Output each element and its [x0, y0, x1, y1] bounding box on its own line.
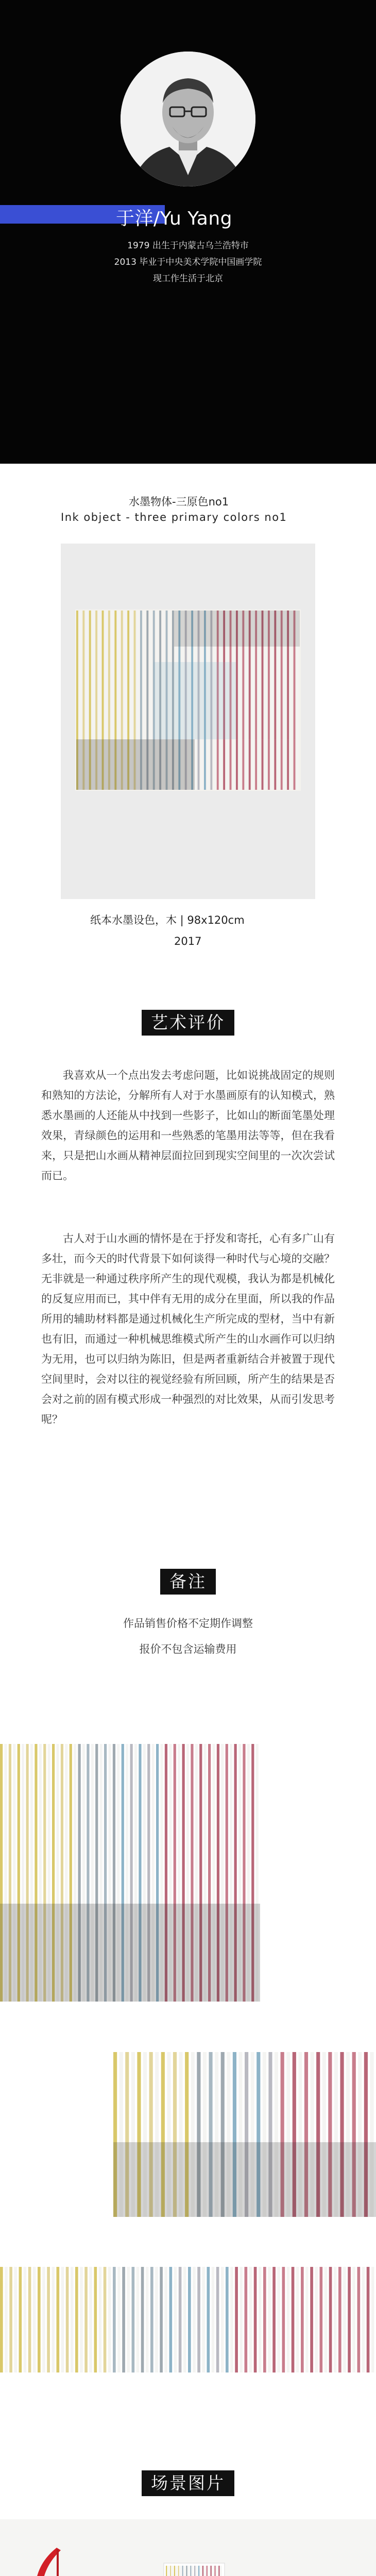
artwork-painting — [61, 544, 315, 899]
notes-title-text: 备注 — [160, 1569, 216, 1595]
scene-artwork — [164, 2563, 225, 2576]
review-title-text: 艺术评价 — [142, 1010, 234, 1036]
scene-photo — [0, 2519, 376, 2576]
artist-name: 于洋/Yu Yang — [116, 208, 233, 229]
artwork-medium-size: 纸本水墨设色，木 | 98x120cm — [90, 914, 245, 926]
section-title-review — [0, 1010, 376, 1036]
artist-portrait-image — [121, 52, 255, 187]
artwork-title-en: Ink object - three primary colors no1 — [61, 511, 287, 523]
portrait-illustration — [121, 52, 255, 187]
detail-2-stripes — [113, 2052, 376, 2217]
note-shipping: 报价不包含运输费用 — [139, 1643, 237, 1655]
detail-image-2 — [113, 2052, 376, 2217]
review-paragraph-1: 我喜欢从一个点出发去考虑问题，比如说挑战固定的规则和熟知的方法论，分解所有人对于水墨画原有的认知模式，熟悉水墨画的人还能从中找到一些影子，比如山的断面笔墨处理效果，青绿颜色的运用和一些熟悉的笔墨用法等等，但在我看来，只是把山水画从精神层面拉回到现实空间里的一次次尝试而已。 — [41, 1069, 335, 1182]
section-title-notes — [0, 1569, 376, 1595]
section-title-scene — [0, 2470, 376, 2496]
bio-line-residence: 现工作生活于北京 — [153, 274, 223, 284]
bio-line-education: 2013 毕业于中央美术学院中国画学院 — [114, 257, 262, 267]
note-price-adjust: 作品销售价格不定期作调整 — [123, 1617, 253, 1630]
scene-illustration — [0, 2519, 376, 2576]
artwork-year: 2017 — [174, 935, 202, 947]
detail-3-stripes — [0, 2267, 376, 2372]
detail-1-stripes — [0, 1744, 260, 2002]
artwork-photo — [61, 544, 315, 899]
detail-image-1 — [0, 1744, 260, 2002]
scene-title-text: 场景图片 — [142, 2470, 234, 2496]
detail-image-3 — [0, 2267, 376, 2372]
artwork-title-cn: 水墨物体-三原色no1 — [129, 496, 229, 508]
bio-line-birth: 1979 出生于内蒙古乌兰浩特市 — [127, 241, 249, 251]
review-paragraph-2: 古人对于山水画的情怀是在于抒发和寄托，心有多广山有多壮，而今天的时代背景下如何谈得一种时代与心境的交融？无非就是一种通过秩序所产生的现代观模，我认为都是机械化的反复应用而已，其中伴有无用的成分在里面，所以我的作品所用的辅助材料都是通过机械化生产所完成的型材，当中有新也有旧，而通过一种机械思维模式所产生的山水画作可以归纳为无用，也可以归纳为陈旧，但是两者重新结合并被置于现代空间里时，会对以往的视觉经验有所回顾，所产生的结果是否会对之前的固有模式形成一种强烈的对比效果，从而引发思考呢？ — [41, 1232, 335, 1426]
